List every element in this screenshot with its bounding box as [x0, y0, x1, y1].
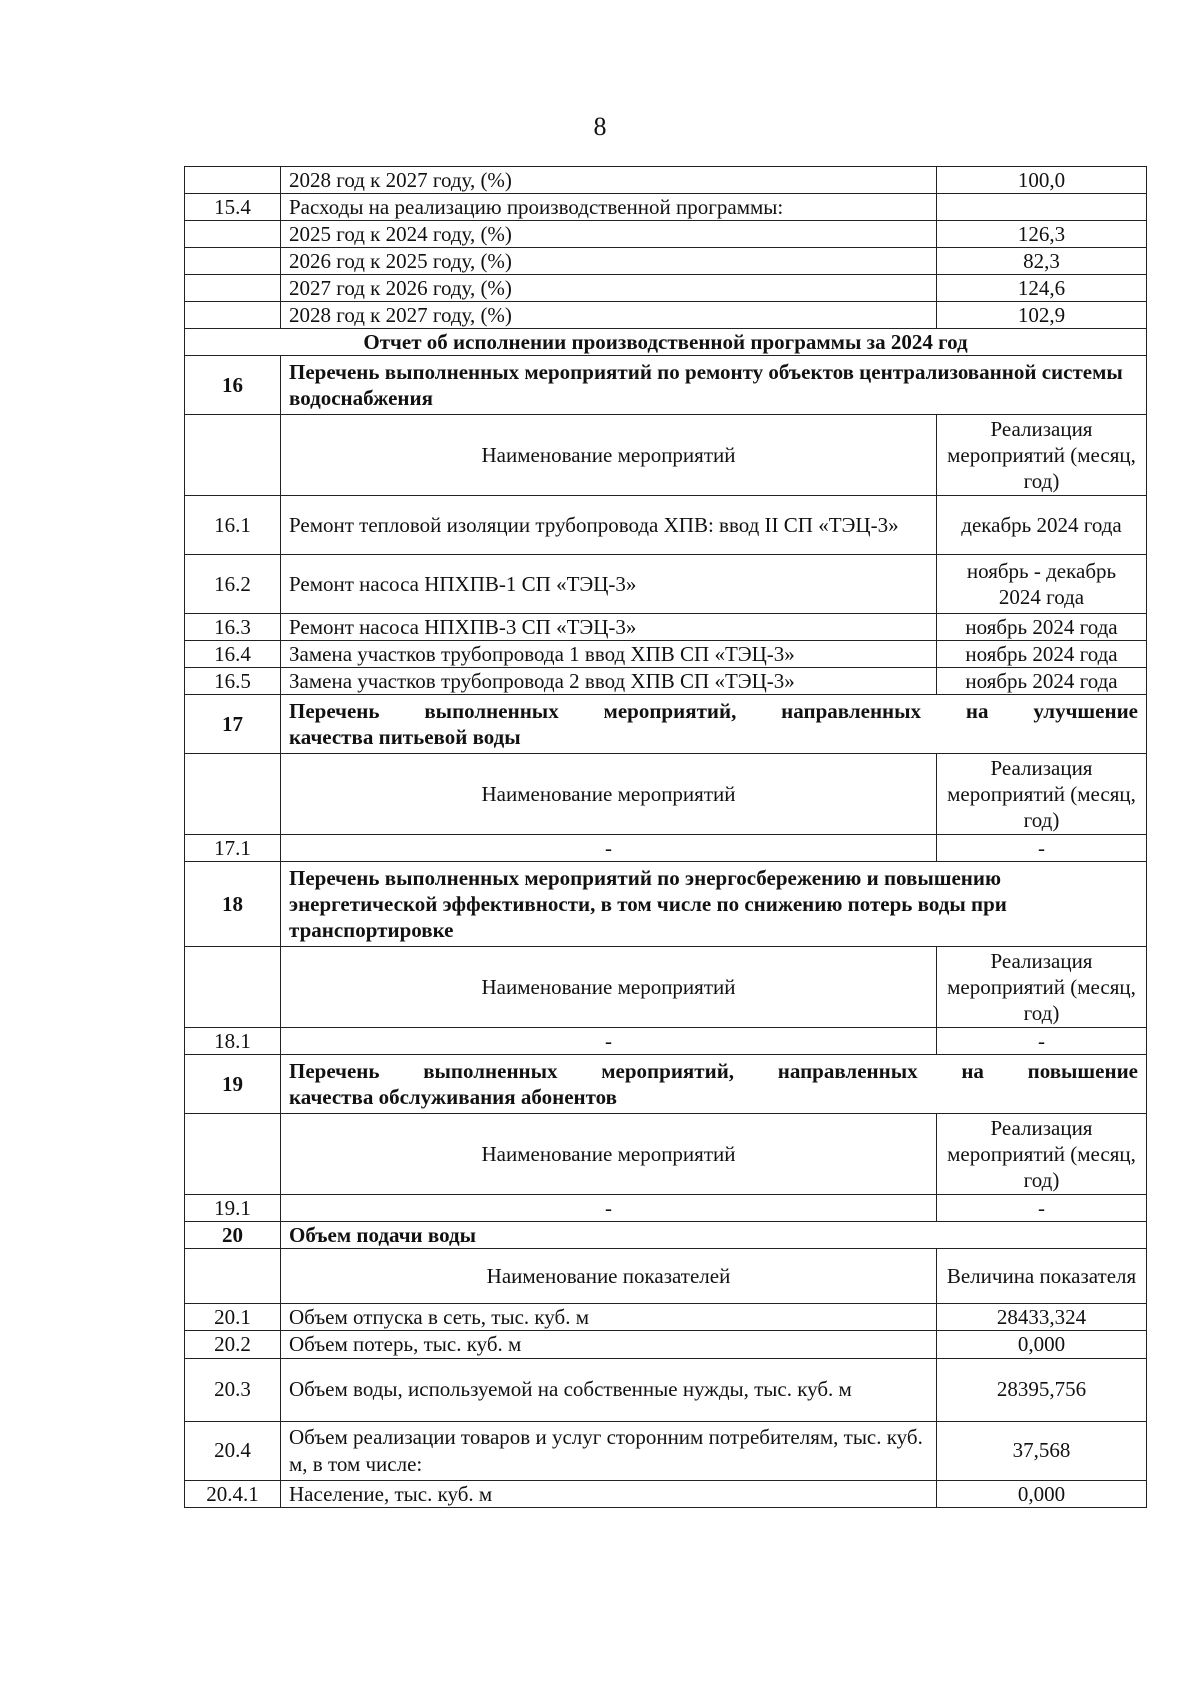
row-value: 102,9 — [937, 302, 1147, 329]
row-number: 20.3 — [185, 1358, 281, 1421]
column-header-name: Наименование мероприятий — [281, 754, 937, 835]
page-number: 8 — [593, 112, 607, 141]
section-number: 16 — [185, 356, 281, 415]
section-number: 18 — [185, 862, 281, 947]
section-20-row — [185, 1222, 1147, 1249]
section-number: 20 — [185, 1222, 281, 1249]
section-title-line: Перечень выполненных мероприятий, направленных на улучшение — [289, 699, 1138, 724]
row-name: Население, тыс. куб. м — [281, 1480, 937, 1507]
row-name: Замена участков трубопровода 1 ввод ХПВ СП «ТЭЦ-3» — [281, 641, 937, 668]
row-name: 2027 год к 2026 году, (%) — [281, 275, 937, 302]
column-header-name: Наименование мероприятий — [281, 415, 937, 496]
section-title-line: качества обслуживания абонентов — [289, 1085, 617, 1110]
row-value: 37,568 — [937, 1421, 1147, 1480]
row-number — [185, 415, 281, 496]
row-number — [185, 221, 281, 248]
section-17-row — [185, 695, 1147, 754]
row-value: 28433,324 — [937, 1304, 1147, 1331]
row-number — [185, 1249, 281, 1304]
row-name: 2028 год к 2027 году, (%) — [281, 302, 937, 329]
row-number — [185, 275, 281, 302]
section-16-row — [185, 356, 1147, 415]
column-header-name: Наименование мероприятий — [281, 947, 937, 1028]
row-number: 16.5 — [185, 668, 281, 695]
section-header-row — [185, 1249, 1147, 1304]
row-number: 18.1 — [185, 1028, 281, 1055]
column-header-name: Наименование мероприятий — [281, 1114, 937, 1195]
column-header-value: Реализация мероприятий (месяц, год) — [937, 754, 1147, 835]
table-row — [185, 275, 1147, 302]
row-name: - — [281, 1028, 937, 1055]
row-number: 16.1 — [185, 496, 281, 555]
row-name: - — [281, 835, 937, 862]
row-value: 82,3 — [937, 248, 1147, 275]
row-value: ноябрь 2024 года — [937, 641, 1147, 668]
row-name: Ремонт насоса НПХПВ-1 СП «ТЭЦ-3» — [281, 555, 937, 614]
table-row — [185, 221, 1147, 248]
report-table — [184, 166, 1147, 1508]
row-name: Объем воды, используемой на собственные нужды, тыс. куб. м — [281, 1358, 937, 1421]
row-number: 20.1 — [185, 1304, 281, 1331]
row-name: 2026 год к 2025 году, (%) — [281, 248, 937, 275]
row-value: 28395,756 — [937, 1358, 1147, 1421]
column-header-value: Реализация мероприятий (месяц, год) — [937, 1114, 1147, 1195]
section-number: 19 — [185, 1055, 281, 1114]
section-title: Перечень выполненных мероприятий по энергосбережению и повышению энергетической эффективности, в том числе по снижению потерь воды при транспортировке — [281, 862, 1147, 947]
row-value: 100,0 — [937, 167, 1147, 194]
section-title: Перечень выполненных мероприятий по ремонту объектов централизованной системы водоснабжения — [281, 356, 1147, 415]
section-title-line: Перечень выполненных мероприятий, направленных на повышение — [289, 1059, 1138, 1084]
row-value: 0,000 — [937, 1480, 1147, 1507]
row-number: 20.4 — [185, 1421, 281, 1480]
section-header-row — [185, 947, 1147, 1028]
row-name: Замена участков трубопровода 2 ввод ХПВ СП «ТЭЦ-3» — [281, 668, 937, 695]
row-value: декабрь 2024 года — [937, 496, 1147, 555]
row-name: Объем потерь, тыс. куб. м — [281, 1331, 937, 1358]
row-number: 16.3 — [185, 614, 281, 641]
section-number: 17 — [185, 695, 281, 754]
table-row — [185, 1358, 1147, 1421]
section-title-line: качества питьевой воды — [289, 725, 521, 750]
section-title: Объем подачи воды — [281, 1222, 1147, 1249]
row-number: 15.4 — [185, 194, 281, 221]
table-row — [185, 194, 1147, 221]
row-value: - — [937, 1195, 1147, 1222]
column-header-value: Реализация мероприятий (месяц, год) — [937, 947, 1147, 1028]
section-header-row — [185, 415, 1147, 496]
row-number — [185, 1114, 281, 1195]
row-name: - — [281, 1195, 937, 1222]
row-value: 126,3 — [937, 221, 1147, 248]
table-row — [185, 1304, 1147, 1331]
section-18-row — [185, 862, 1147, 947]
row-number — [185, 947, 281, 1028]
row-number: 20.2 — [185, 1331, 281, 1358]
table-row — [185, 1331, 1147, 1358]
section-title — [281, 1055, 1147, 1114]
table-row — [185, 641, 1147, 668]
row-number: 19.1 — [185, 1195, 281, 1222]
row-name: Ремонт тепловой изоляции трубопровода ХПВ: ввод II СП «ТЭЦ-3» — [281, 496, 937, 555]
table-row — [185, 614, 1147, 641]
row-name: Объем отпуска в сеть, тыс. куб. м — [281, 1304, 937, 1331]
row-number — [185, 754, 281, 835]
column-header-value: Реализация мероприятий (месяц, год) — [937, 415, 1147, 496]
row-name: Объем реализации товаров и услуг сторонним потребителям, тыс. куб. м, в том числе: — [281, 1421, 937, 1480]
row-name: 2028 год к 2027 году, (%) — [281, 167, 937, 194]
row-value: - — [937, 1028, 1147, 1055]
row-number — [185, 248, 281, 275]
section-title — [281, 695, 1147, 754]
row-number: 17.1 — [185, 835, 281, 862]
row-value: 124,6 — [937, 275, 1147, 302]
table-row — [185, 1195, 1147, 1222]
column-header-value: Величина показателя — [937, 1249, 1147, 1304]
section-header-row — [185, 1114, 1147, 1195]
column-header-name: Наименование показателей — [281, 1249, 937, 1304]
row-name: Расходы на реализацию производственной программы: — [281, 194, 937, 221]
section-19-row — [185, 1055, 1147, 1114]
row-name: 2025 год к 2024 году, (%) — [281, 221, 937, 248]
row-value: ноябрь 2024 года — [937, 668, 1147, 695]
row-number: 16.2 — [185, 555, 281, 614]
table-row — [185, 167, 1147, 194]
row-value — [937, 194, 1147, 221]
table-row — [185, 555, 1147, 614]
table-row — [185, 1421, 1147, 1480]
row-number — [185, 167, 281, 194]
report-title-row — [185, 329, 1147, 356]
table-row — [185, 496, 1147, 555]
table-row — [185, 1480, 1147, 1507]
report-title: Отчет об исполнении производственной программы за 2024 год — [185, 329, 1147, 356]
table-row — [185, 1028, 1147, 1055]
row-name: Ремонт насоса НПХПВ-3 СП «ТЭЦ-3» — [281, 614, 937, 641]
row-number — [185, 302, 281, 329]
row-number: 16.4 — [185, 641, 281, 668]
row-value: 0,000 — [937, 1331, 1147, 1358]
table-row — [185, 248, 1147, 275]
section-header-row — [185, 754, 1147, 835]
table-row — [185, 302, 1147, 329]
row-number: 20.4.1 — [185, 1480, 281, 1507]
row-value: ноябрь - декабрь 2024 года — [937, 555, 1147, 614]
row-value: - — [937, 835, 1147, 862]
row-value: ноябрь 2024 года — [937, 614, 1147, 641]
table-row — [185, 668, 1147, 695]
table-row — [185, 835, 1147, 862]
